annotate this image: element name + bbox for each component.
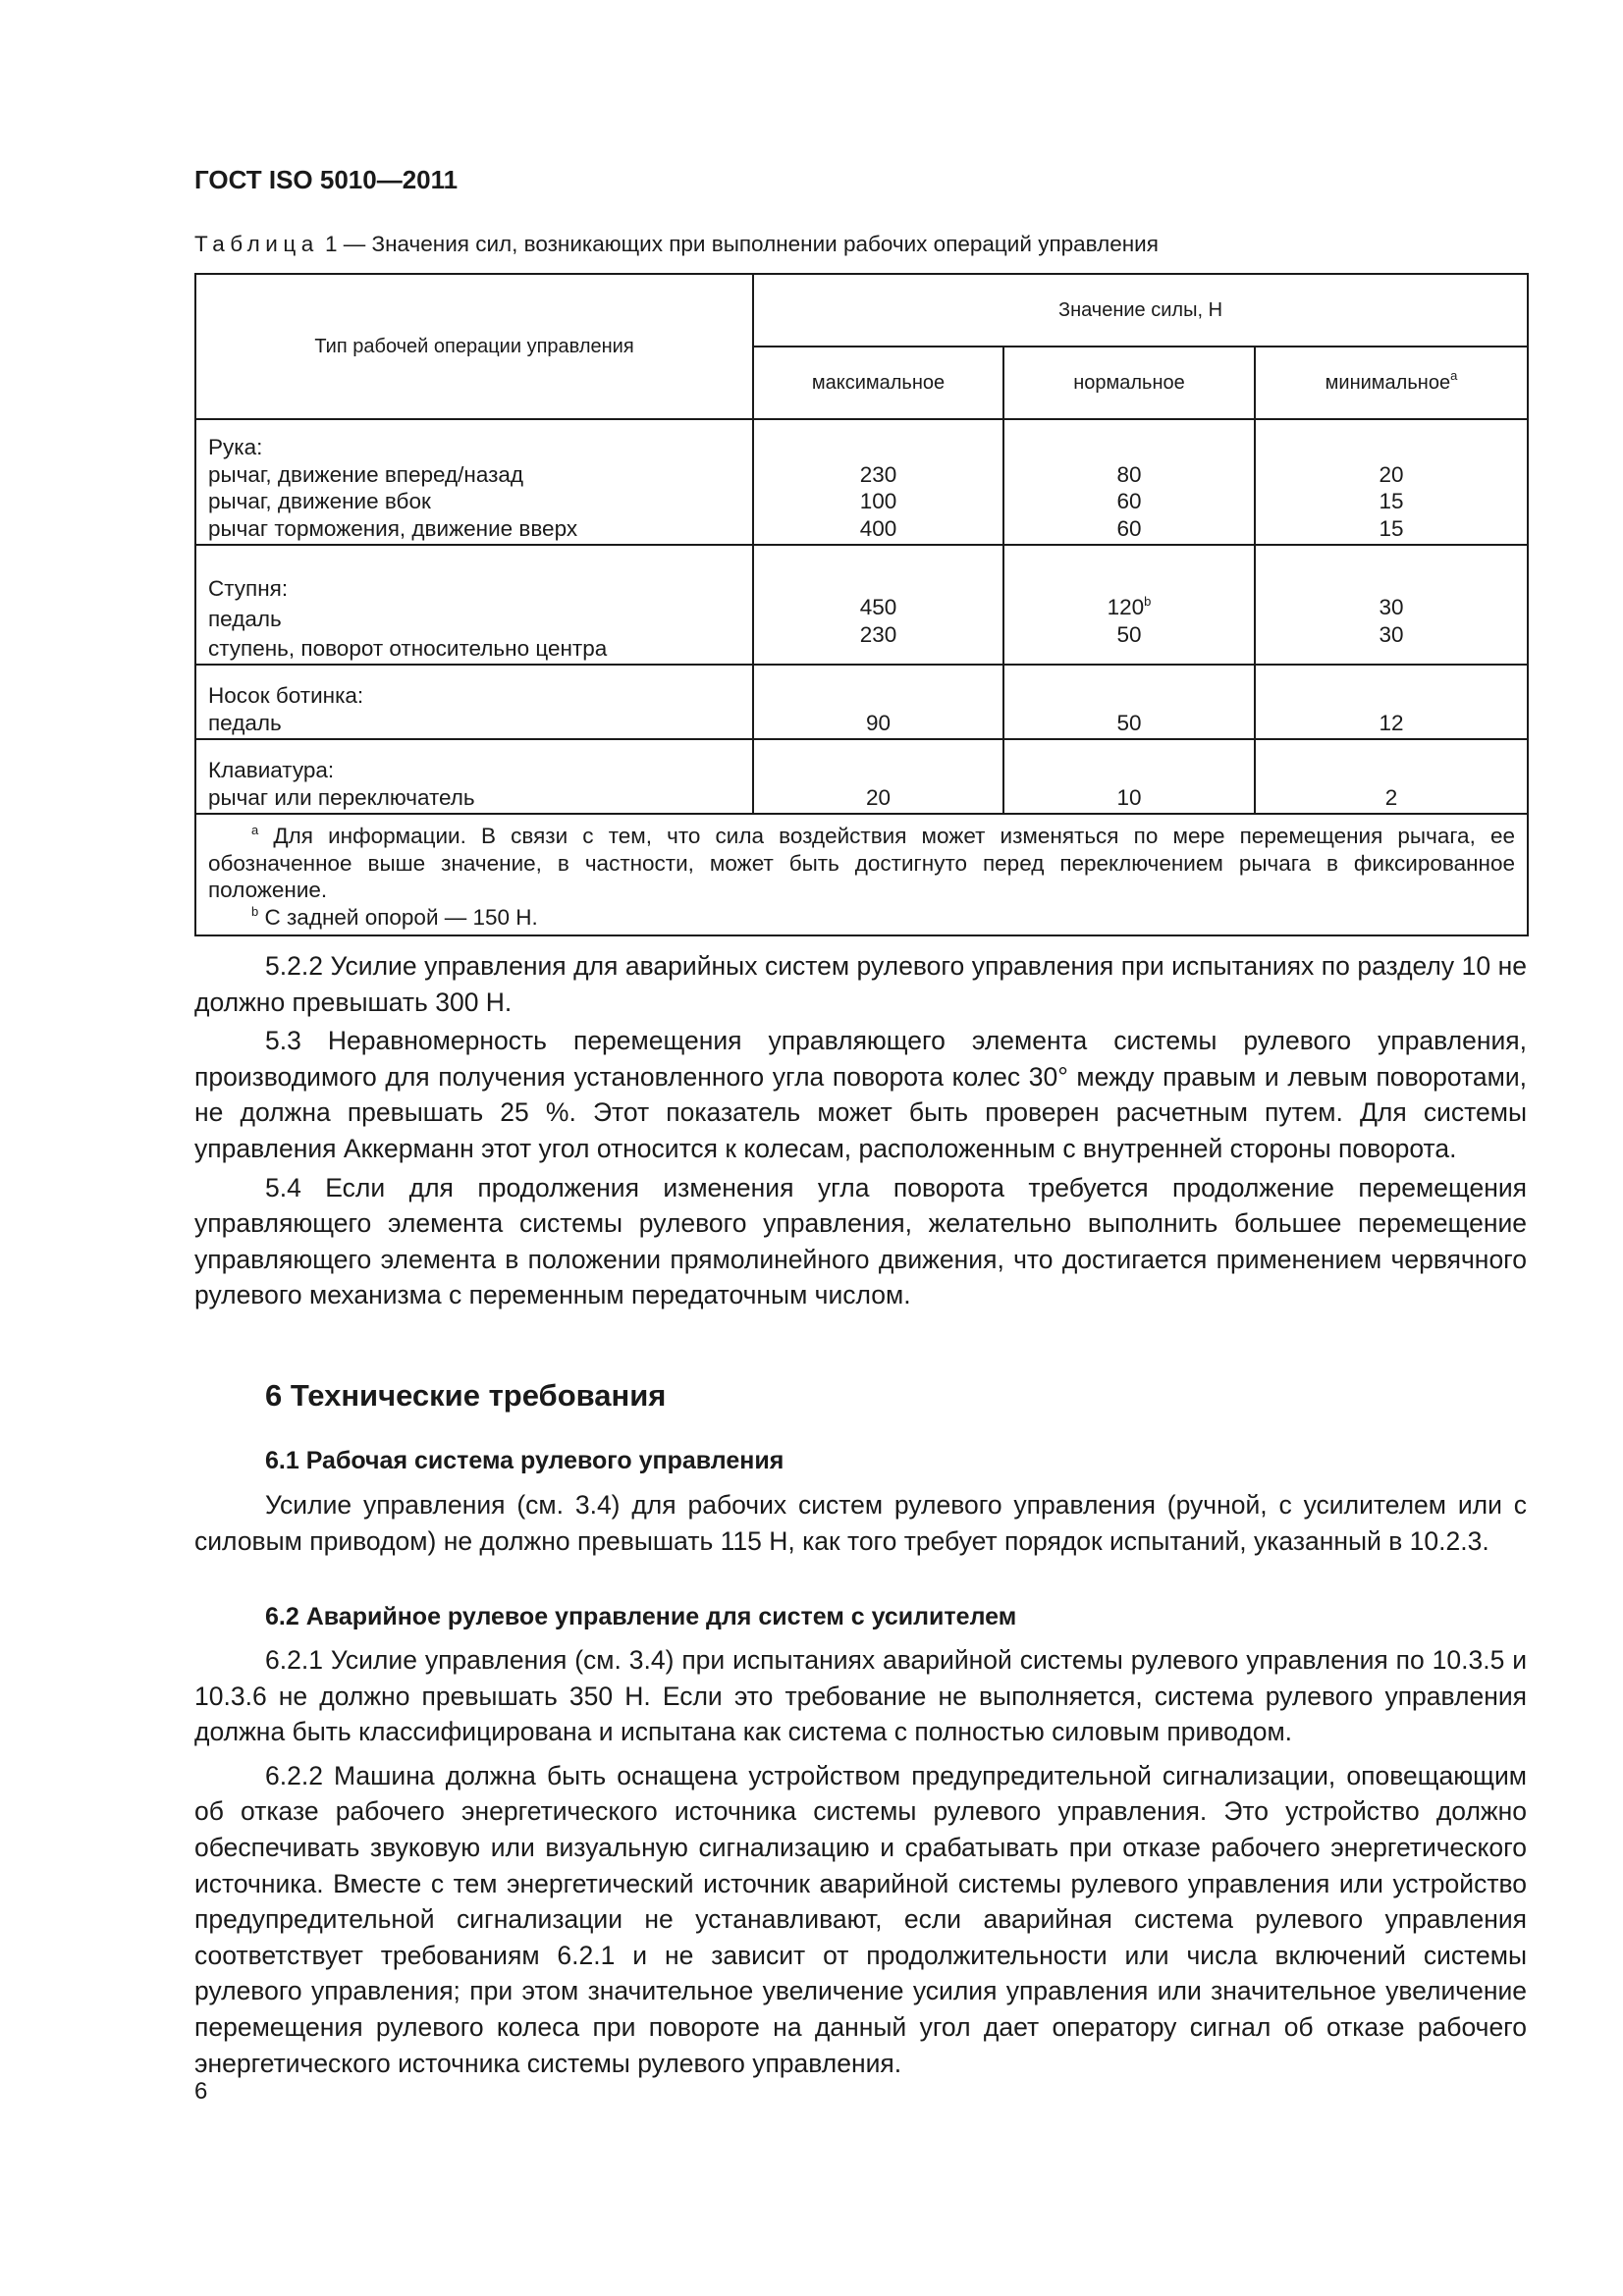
page-number: 6 (194, 2078, 208, 2105)
force-values-table (194, 273, 1529, 936)
document-header: ГОСТ ISO 5010—2011 (194, 165, 459, 194)
table-caption-prefix: Таблица (194, 232, 319, 256)
row-label: педаль (208, 710, 282, 735)
col-header-force-value: Значение силы, Н (753, 274, 1528, 347)
col-header-operation-type: Тип рабочей операции управления (195, 274, 753, 419)
footnote-mark: a (251, 823, 259, 837)
row-label: рычаг, движение вбок (208, 489, 431, 513)
min-cell: 20 15 15 (1255, 419, 1528, 545)
normal-cell: 10 (1003, 739, 1255, 814)
col-header-min: минимальное$^a$ (1255, 347, 1528, 419)
subsection-6-2-heading: 6.2 Аварийное рулевое управление для систем с усилителем (265, 1603, 1017, 1630)
normal-cell: 120$^b$ 50 (1003, 545, 1255, 665)
table-notes-row (195, 814, 1528, 935)
table-row (195, 545, 1528, 665)
table-row (195, 739, 1528, 814)
body-text-6-1 (194, 1487, 1527, 1559)
row-group-label: Ступня: (208, 575, 289, 601)
table-notes (195, 814, 1528, 935)
footnote-mark: b (251, 903, 259, 919)
table-caption (194, 232, 1159, 257)
body-text-6-2 (194, 1642, 1527, 2081)
body-text-section-5 (194, 948, 1527, 1313)
subsection-6-1-heading: 6.1 Рабочая система рулевого управления (265, 1447, 784, 1474)
row-label-cell (195, 739, 753, 814)
paragraph-5-2-2: 5.2.2 Усилие управления для аварийных систем рулевого управления при испытаниях по разделу 10 не должно превышать 300 Н. (194, 951, 1527, 1017)
col-header-normal: нормальное (1003, 347, 1255, 419)
row-label: рычаг или переключатель (208, 784, 475, 810)
max-cell: 90 (753, 665, 1003, 739)
row-label-cell (195, 665, 753, 739)
max-cell: 20 (753, 739, 1003, 814)
paragraph-5-3: 5.3 Неравномерность перемещения управляющего элемента системы рулевого управления, производимого для получения установленного угла поворота колес 30° между правым и левым поворотами, не должна превышать 25 %. Этот показатель может быть проверен расчетным путем. Для системы управления Аккерманн этот угол относится к колесам, расположенным с внутренней стороны поворота. (194, 1026, 1527, 1163)
footnote-mark: a (1450, 367, 1458, 383)
row-label: педаль (208, 607, 282, 631)
row-label: рычаг торможения, движение вверх (208, 515, 578, 541)
table-note-b: $^b$ С задней опорой — 150 Н. (251, 903, 538, 930)
col-header-max: максимальное (753, 347, 1003, 419)
section-6-heading: 6 Технические требования (265, 1378, 667, 1413)
row-group-label: Носок ботинка: (208, 683, 364, 708)
paragraph-5-4: 5.4 Если для продолжения изменения угла поворота требуется продолжение перемещения управляющего элемента системы рулевого управления, желательно выполнить большее перемещение управляющего элемента в положении прямолинейного движения, что достигается применением червячного рулевого механизма с переменным передаточным числом. (194, 1172, 1527, 1310)
row-label: рычаг, движение вперед/назад (208, 461, 524, 487)
max-cell: 450 230 (753, 545, 1003, 665)
paragraph-6-2-1: 6.2.1 Усилие управления (см. 3.4) при испытаниях аварийной системы рулевого управления по 10.3.5 и 10.3.6 не должно превышать 350 Н. Если это требование не выполняется, система рулевого управления должна быть классифицирована и испытана как система с полностью силовым приводом. (194, 1645, 1527, 1747)
min-cell: 30 30 (1255, 545, 1528, 665)
paragraph-6-1: Усилие управления (см. 3.4) для рабочих систем рулевого управления (ручной, с усилителем или с силовым приводом) не должно превышать 115 Н, как того требует порядок испытаний, указанный в 10.2.3. (194, 1490, 1527, 1556)
table-row (195, 665, 1528, 739)
row-group-label: Клавиатура: (208, 758, 335, 782)
row-label: ступень, поворот относительно центра (208, 635, 608, 661)
min-cell: 2 (1255, 739, 1528, 814)
table-caption-text: 1 — Значения сил, возникающих при выполнении рабочих операций управления (318, 232, 1159, 256)
table-note-a: $^a$ Для информации. В связи с тем, что сила воздействия может изменяться по мере перемещения рычага, ее обозначенное выше значение, в частности, может быть достигнуто перед переключением рычага в фиксированное положение. (208, 823, 1515, 902)
table-row (195, 419, 1528, 545)
row-label-cell (195, 545, 753, 665)
normal-cell: 80 60 60 (1003, 419, 1255, 545)
normal-cell: 50 (1003, 665, 1255, 739)
min-cell: 12 (1255, 665, 1528, 739)
paragraph-6-2-2: 6.2.2 Машина должна быть оснащена устройством предупредительной сигнализации, оповещающим об отказе рабочего энергетического источника системы рулевого управления. Это устройство должно обеспечивать звуковую или визуальную сигнализацию и срабатывать при отказе рабочего энергетического источника. Вместе с тем энергетический источник аварийной системы рулевого управления или устройство предупредительной сигнализации не устанавливают, если аварийная система рулевого управления соответствует требованиям 6.2.1 и не зависит от продолжительности или числа включений системы рулевого управления; при этом значительное увеличение усилия управления или значительное увеличение перемещения рулевого колеса при повороте на данный угол дает оператору сигнал об отказе рабочего энергетического источника системы рулевого управления. (194, 1760, 1527, 2078)
max-cell: 230 100 400 (753, 419, 1003, 545)
row-group-label: Рука: (208, 435, 263, 459)
footnote-mark: b (1144, 594, 1152, 609)
row-label-cell (195, 419, 753, 545)
